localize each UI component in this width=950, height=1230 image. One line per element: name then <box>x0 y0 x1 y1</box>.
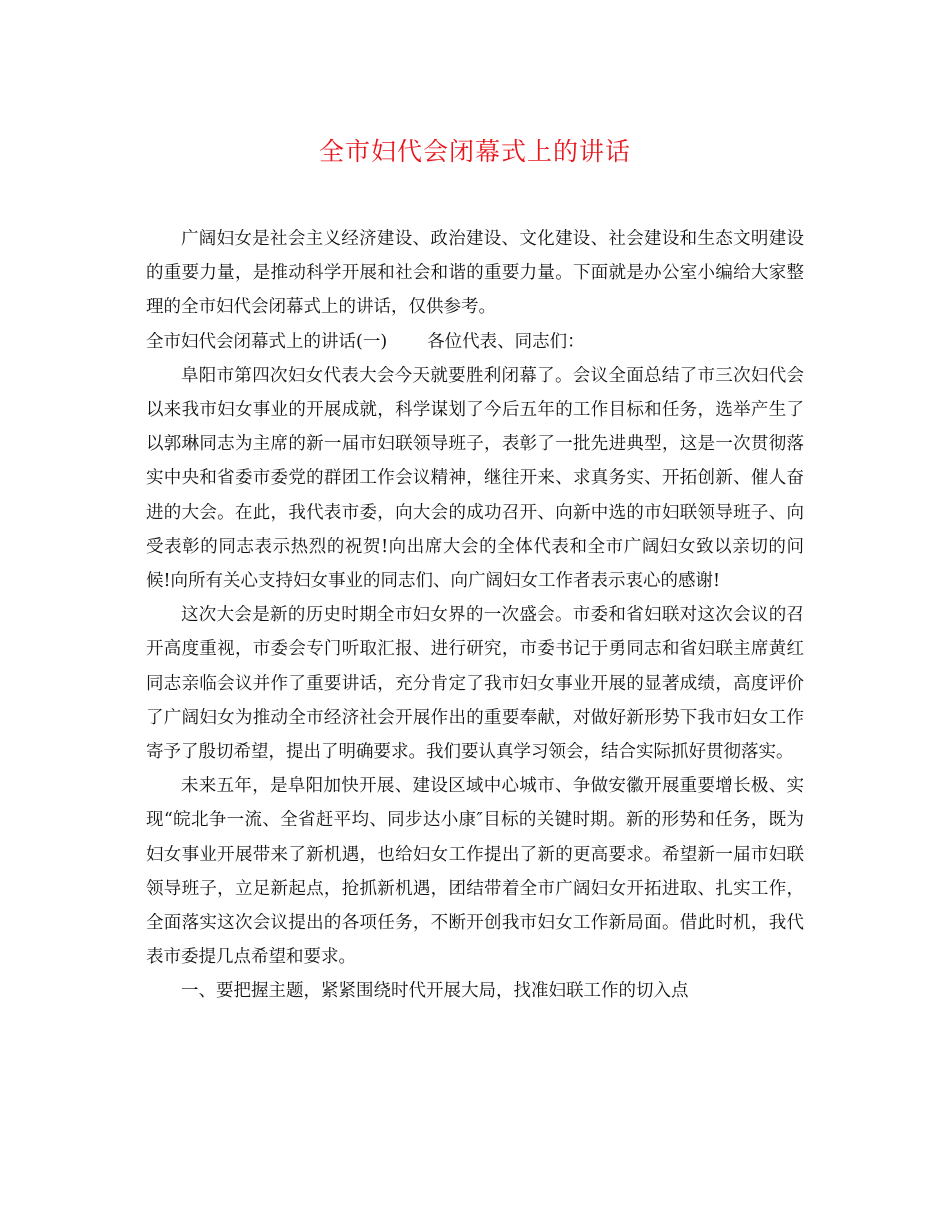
section-heading: 全市妇代会闭幕式上的讲话(一) <box>146 331 388 352</box>
intro-paragraph: 广阔妇女是社会主义经济建设、政治建设、文化建设、社会建设和生态文明建设的重要力量，是推动科学开展和社会和谐的重要力量。下面就是办公室小编给大家整理的全市妇代会闭幕式上的讲话，仅供参考。 <box>146 229 804 318</box>
body-paragraph-4: 一、要把握主题，紧紧围绕时代开展大局，找准妇联工作的切入点 <box>181 981 689 1002</box>
section-heading-line <box>146 325 804 359</box>
document-title: 全市妇代会闭幕式上的讲话 <box>318 137 631 166</box>
salutation: 各位代表、同志们： <box>427 331 585 352</box>
body-paragraph-2: 这次大会是新的历史时期全市妇女界的一次盛会。市委和省妇联对这次会议的召开高度重视，市委会专门听取汇报、进行研究，市委书记于勇同志和省妇联主席黄红同志亲临会议并作了重要讲话，充分肯定了我市妇女事业开展的显著成绩，高度评价了广阔妇女为推动全市经济社会开展作出的重要奉献，对做好新形势下我市妇女工作寄予了殷切希望，提出了明确要求。我们要认真学习领会，结合实际抓好贯彻落实。 <box>146 605 804 763</box>
body-paragraph-1: 阜阳市第四次妇女代表大会今天就要胜利闭幕了。会议全面总结了市三次妇代会以来我市妇女事业的开展成就，科学谋划了今后五年的工作目标和任务，选举产生了以郭琳同志为主席的新一届市妇联领导班子，表彰了一批先进典型，这是一次贯彻落实中央和省委市委党的群团工作会议精神，继往开来、求真务实、开拓创新、催人奋进的大会。在此，我代表市委，向大会的成功召开、向新中选的市妇联领导班子、向受表彰的同志表示热烈的祝贺!向出席大会的全体代表和全市广阔妇女致以亲切的问候!向所有关心支持妇女事业的同志们、向广阔妇女工作者表示衷心的感谢! <box>146 365 804 592</box>
body-paragraph-3: 未来五年，是阜阳加快开展、建设区域中心城市、争做安徽开展重要增长极、实现“皖北争一流、全省赶平均、同步达小康″目标的关键时期。新的形势和任务，既为妇女事业开展带来了新机遇，也给妇女工作提出了新的更高要求。希望新一届市妇联领导班子，立足新起点，抢抓新机遇，团结带着全市广阔妇女开拓进取、扎实工作，全面落实这次会议提出的各项任务，不断开创我市妇女工作新局面。借此时机，我代表市委提几点希望和要求。 <box>146 776 804 968</box>
